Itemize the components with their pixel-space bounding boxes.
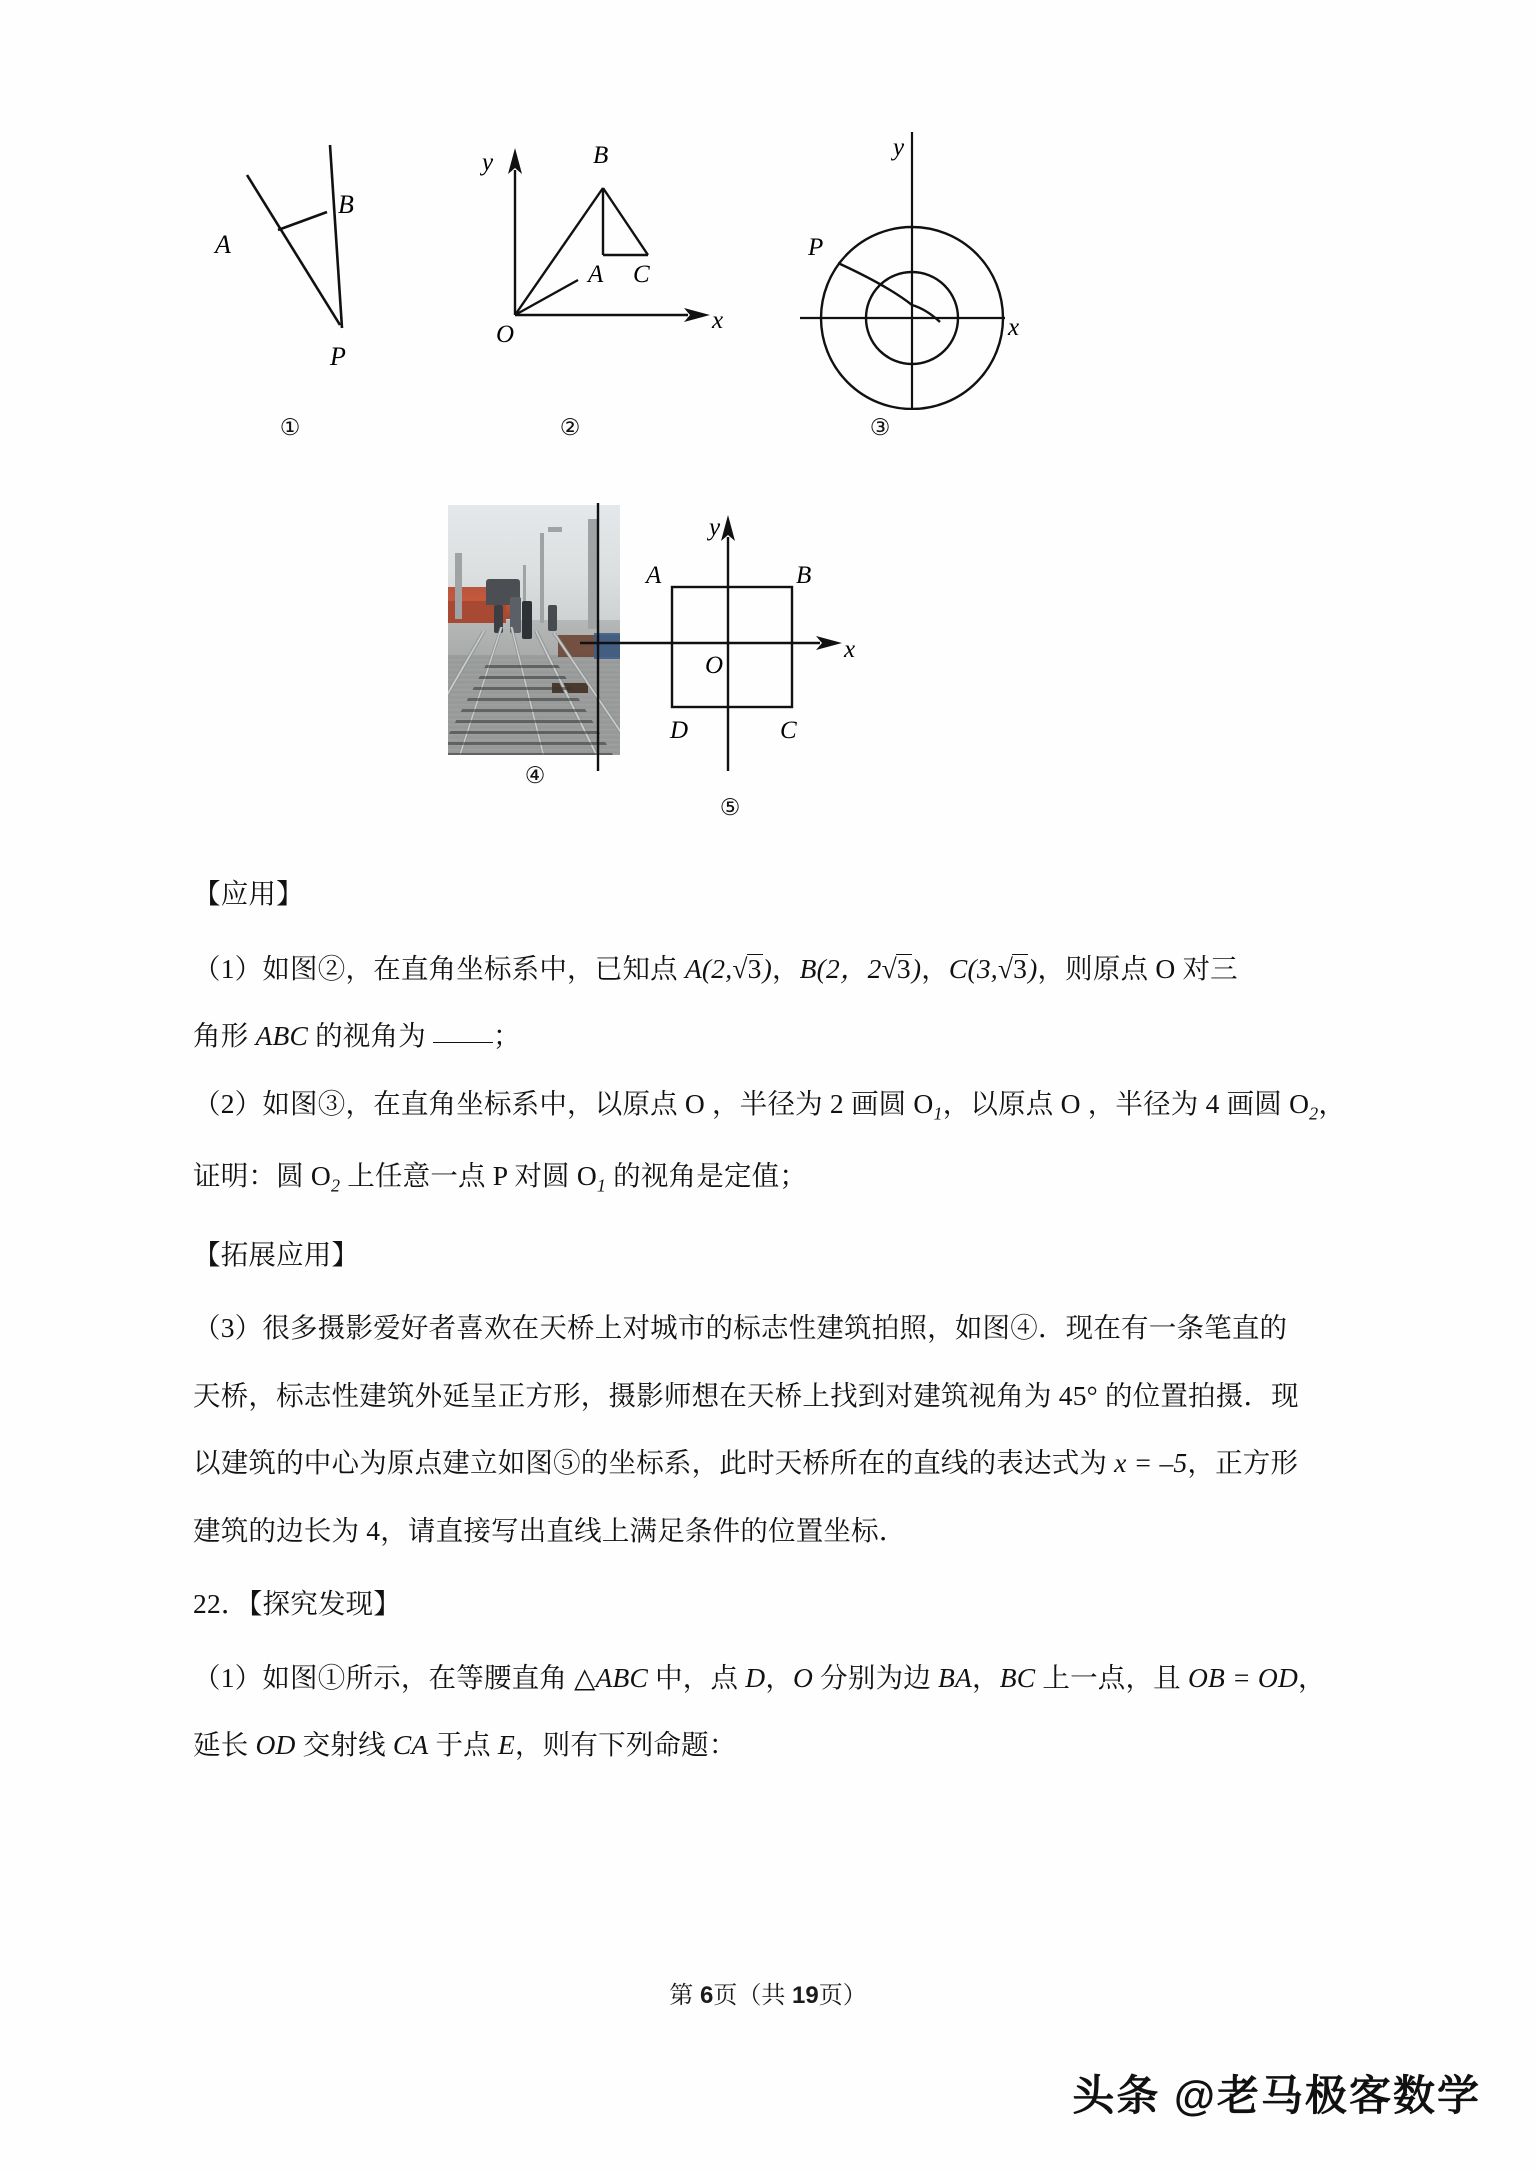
q1-point-A: A(2, [684, 952, 733, 984]
figure-5 [580, 495, 960, 820]
question-2-line-1 [193, 1087, 1373, 1123]
q22-point-O: O [793, 1661, 814, 1693]
figure-5-label-O: O [705, 652, 724, 679]
q22-l1-e: ， [972, 1661, 1000, 1693]
figure-2-label-x: x [712, 307, 724, 334]
question-3-line-4: 建筑的边长为 4，请直接写出直线上满足条件的位置坐标． [193, 1514, 907, 1546]
q22-number: 22． [193, 1588, 249, 1619]
q1-root-B: 3 [896, 952, 911, 984]
q1-point-B-end: ) [911, 952, 922, 984]
q1-root-A: 3 [747, 952, 762, 984]
footer-page-number: 6 [699, 1982, 714, 2009]
question-3-line-1: （3）很多摄影爱好者喜欢在天桥上对城市的标志性建筑拍照，如图④．现在有一条笔直的 [193, 1312, 1288, 1343]
footer-middle: 页（共 [713, 1982, 792, 2009]
q1-sep-2: ， [921, 952, 949, 984]
q2-l2-sub-2: 1 [596, 1175, 607, 1196]
figure-2-caption: ② [559, 415, 581, 440]
q1-l2-b: 的视角为 [308, 1020, 433, 1051]
sqrt-icon-3: √ [997, 952, 1014, 984]
q1-text-a: （1）如图②，在直角坐标系中，已知点 [193, 952, 685, 984]
q22-triangle-abc: △ABC [574, 1661, 649, 1693]
figure-3-label-x: x [1008, 314, 1020, 341]
watermark: 头条 @老马极客数学 [1072, 2072, 1481, 2119]
figure-row-top [190, 110, 1350, 470]
q2-l1-b: ，以原点 O ，半径为 4 画圆 O [942, 1087, 1310, 1119]
question-22-line-1 [193, 1661, 1373, 1693]
q1-point-C-end: ) [1028, 952, 1038, 984]
q1-sep-1: ， [771, 952, 800, 984]
figure-1-caption: ① [279, 415, 301, 440]
figure-2-label-y: y [482, 149, 494, 176]
question-3-line-3 [193, 1449, 1373, 1477]
q2-sub-2: 2 [1309, 1103, 1319, 1123]
figure-5-label-C: C [780, 717, 797, 744]
q22-l1-a: （1）如图①所示，在等腰直角 [193, 1661, 575, 1693]
figure-5-label-A: A [646, 562, 662, 589]
figure-2 [460, 110, 790, 440]
q1-l2-c: ； [492, 1020, 521, 1051]
figure-3 [760, 110, 1090, 440]
sqrt-icon-1: √ [732, 952, 748, 984]
heading-application: 【应用】 [193, 878, 304, 909]
question-1-line-1 [193, 954, 1373, 983]
q22-l1-b: 中，点 [648, 1661, 746, 1693]
q1-tail: ，则原点 O 对三 [1037, 952, 1238, 984]
photo-catenary-pole-3 [455, 553, 462, 619]
q2-sub-1: 1 [933, 1103, 943, 1123]
figure-5-label-x: x [844, 636, 856, 663]
q3-l3-a: 以建筑的中心为原点建立如图⑤的坐标系，此时天桥所在的直线的表达式为 [193, 1447, 1115, 1478]
figure-5-drawing [580, 495, 960, 805]
q2-l1-c: ， [1318, 1087, 1347, 1119]
footer-total-pages: 19 [792, 1982, 819, 2009]
figure-2-label-B: B [593, 142, 609, 169]
footer-suffix: 页） [818, 1982, 867, 2009]
q2-l2-c: 的视角是定值； [606, 1160, 808, 1191]
answer-blank-1[interactable] [433, 1041, 493, 1043]
q22-seg-OD: OD [255, 1729, 296, 1760]
figure-5-label-y: y [709, 514, 721, 541]
figure-row-bottom [190, 505, 1350, 850]
sqrt-icon-2: √ [881, 952, 897, 984]
q22-point-E: E [497, 1729, 515, 1760]
q1-point-A-end: ) [762, 952, 772, 984]
q2-l1-a: （2）如图③，在直角坐标系中，以原点 O ，半径为 2 画圆 O [193, 1087, 934, 1119]
figure-5-caption: ⑤ [719, 795, 741, 820]
q3-l3-b: ，正方形 [1187, 1447, 1299, 1478]
question-1-line-2 [193, 1022, 1373, 1050]
q22-point-D: D [745, 1661, 766, 1693]
question-22-line-2 [193, 1731, 1373, 1759]
figure-2-drawing [460, 110, 790, 410]
q1-l2-a: 角形 [193, 1020, 256, 1051]
figure-3-caption: ③ [869, 415, 891, 440]
q3-equation: x = –5 [1114, 1447, 1188, 1478]
photo-catenary-arm-1 [548, 527, 562, 532]
figure-5-label-D: D [670, 717, 689, 744]
figure-2-label-A: A [588, 261, 604, 288]
heading-extension: 【拓展应用】 [193, 1238, 360, 1270]
figure-1 [190, 110, 490, 440]
q22-l1-d: 分别为边 [813, 1661, 939, 1693]
q22-heading-text: 【探究发现】 [248, 1588, 402, 1619]
photo-worker-3 [522, 601, 532, 639]
q22-l2-b: 交射线 [295, 1729, 393, 1760]
footer-prefix: 第 [669, 1982, 700, 2009]
figure-1-label-P: P [330, 342, 346, 371]
figure-5-label-B: B [796, 562, 812, 589]
photo-catenary-pole-1 [540, 533, 544, 623]
figure-4-caption: ④ [524, 763, 546, 788]
q22-l2-a: 延长 [193, 1729, 256, 1760]
q22-l1-f: 上一点，且 [1035, 1661, 1188, 1693]
q2-l2-b: 上任意一点 P 对圆 O [340, 1160, 597, 1191]
figure-2-label-O: O [496, 321, 515, 348]
q22-seg-BC: BC [999, 1661, 1036, 1693]
photo-worker-4 [548, 605, 557, 631]
q22-seg-BA: BA [938, 1661, 973, 1693]
page-footer [0, 1975, 1536, 2010]
question-22-heading [193, 1590, 1373, 1618]
q22-equation: OB = OD [1187, 1661, 1299, 1693]
q22-l2-c: 于点 [428, 1729, 498, 1760]
q1-root-C: 3 [1013, 952, 1028, 984]
q2-l2-a: 证明：圆 O [193, 1160, 331, 1191]
q22-l1-g: ， [1298, 1661, 1326, 1693]
figure-1-drawing [190, 110, 490, 410]
figure-2-label-C: C [633, 261, 650, 288]
q22-ray-CA: CA [392, 1729, 429, 1760]
q2-l2-sub-1: 2 [330, 1175, 341, 1196]
q22-l2-d: ，则有下列命题： [514, 1729, 737, 1760]
q22-l1-c: ， [765, 1661, 794, 1693]
figure-3-label-y: y [893, 134, 905, 161]
figure-3-drawing [760, 110, 1090, 410]
q1-point-C: C(3, [948, 952, 998, 984]
figure-1-label-B: B [338, 190, 354, 219]
q1-l2-abc: ABC [255, 1020, 309, 1051]
figure-1-label-A: A [215, 230, 231, 259]
figure-3-label-P: P [808, 234, 824, 261]
question-3-line-2: 天桥，标志性建筑外延呈正方形，摄影师想在天桥上找到对建筑视角为 45° 的位置拍摄．现 [193, 1379, 1299, 1411]
question-2-line-2 [193, 1162, 1373, 1195]
problem-text-body [193, 880, 1373, 1759]
q1-point-B: B(2，2 [799, 952, 882, 984]
